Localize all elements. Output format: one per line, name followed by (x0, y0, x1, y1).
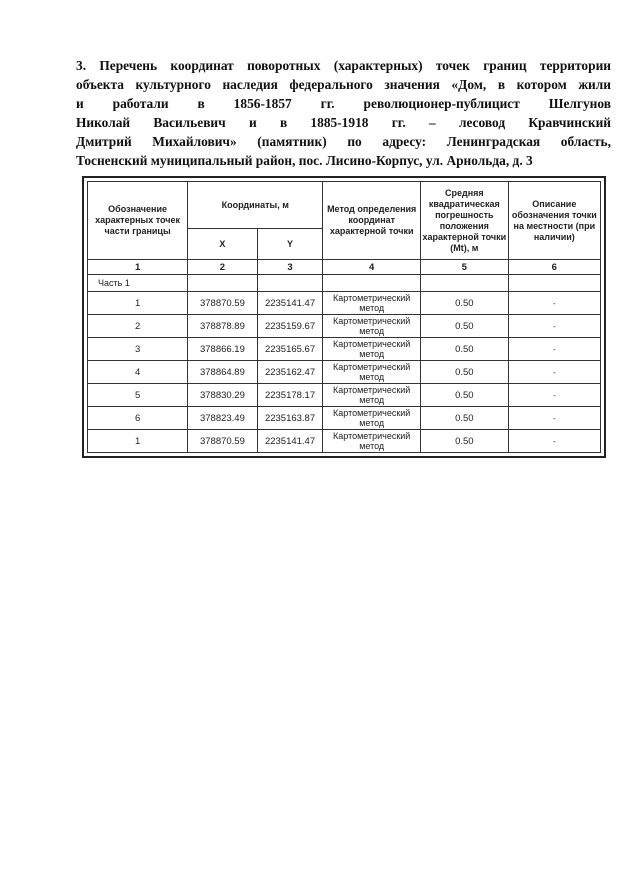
point-number-cell: 6 (88, 407, 188, 430)
point-number-cell: 2 (88, 315, 188, 338)
empty-cell (257, 275, 323, 292)
header-y: Y (257, 229, 323, 260)
error-cell: 0.50 (420, 407, 508, 430)
heading-line: Николай Васильевич и в 1885-1918 гг. – лесовод Кравчинский (76, 115, 611, 130)
header-method: Метод определения координат характерной точки (323, 182, 421, 260)
header-description: Описание обозначения точки на местности (при наличии) (508, 182, 600, 260)
heading-line: Тосненский муниципальный район, пос. Лисино-Корпус, ул. Арнольда, д. 3 (76, 153, 533, 168)
table-row (88, 407, 601, 430)
y-coordinate-cell: 2235141.47 (257, 430, 323, 453)
y-coordinate-cell: 2235163.87 (257, 407, 323, 430)
x-coordinate-cell: 378870.59 (188, 292, 258, 315)
header-designation: Обозначение характерных точек части границы (88, 182, 188, 260)
table-row (88, 315, 601, 338)
point-number-cell: 4 (88, 361, 188, 384)
coordinates-table-frame (82, 176, 606, 458)
y-coordinate-cell: 2235141.47 (257, 292, 323, 315)
section-heading (76, 56, 611, 170)
table-row (88, 338, 601, 361)
y-coordinate-cell: 2235165.67 (257, 338, 323, 361)
description-cell: - (508, 292, 600, 315)
heading-line: Дмитрий Михайлович» (памятник) по адресу: Ленинградская область, (76, 134, 611, 149)
part-row (88, 275, 601, 292)
heading-line: объекта культурного наследия федерального значения «Дом, в котором жили (76, 77, 611, 92)
column-number-row (88, 260, 601, 275)
error-cell: 0.50 (420, 315, 508, 338)
method-cell: Картометрический метод (323, 338, 421, 361)
empty-cell (323, 275, 421, 292)
error-cell: 0.50 (420, 384, 508, 407)
heading-line: и работали в 1856-1857 гг. революционер-публицист Шелгунов (76, 96, 611, 111)
column-number: 5 (420, 260, 508, 275)
y-coordinate-cell: 2235178.17 (257, 384, 323, 407)
table-row (88, 292, 601, 315)
point-number-cell: 1 (88, 292, 188, 315)
heading-line: 3. Перечень координат поворотных (характерных) точек границ территории (76, 58, 611, 73)
x-coordinate-cell: 378870.59 (188, 430, 258, 453)
column-number: 2 (188, 260, 258, 275)
table-row (88, 361, 601, 384)
column-number: 6 (508, 260, 600, 275)
column-number: 4 (323, 260, 421, 275)
point-number-cell: 3 (88, 338, 188, 361)
method-cell: Картометрический метод (323, 430, 421, 453)
description-cell: - (508, 361, 600, 384)
error-cell: 0.50 (420, 361, 508, 384)
x-coordinate-cell: 378878.89 (188, 315, 258, 338)
error-cell: 0.50 (420, 430, 508, 453)
header-error: Средняя квадратическая погрешность положения характерной точки (Mt), м (420, 182, 508, 260)
x-coordinate-cell: 378823.49 (188, 407, 258, 430)
description-cell: - (508, 384, 600, 407)
description-cell: - (508, 315, 600, 338)
coordinates-table (87, 181, 601, 453)
y-coordinate-cell: 2235162.47 (257, 361, 323, 384)
method-cell: Картометрический метод (323, 361, 421, 384)
table-row (88, 384, 601, 407)
description-cell: - (508, 338, 600, 361)
description-cell: - (508, 407, 600, 430)
point-number-cell: 5 (88, 384, 188, 407)
description-cell: - (508, 430, 600, 453)
column-number: 3 (257, 260, 323, 275)
error-cell: 0.50 (420, 338, 508, 361)
method-cell: Картометрический метод (323, 292, 421, 315)
y-coordinate-cell: 2235159.67 (257, 315, 323, 338)
part-label: Часть 1 (88, 275, 188, 292)
method-cell: Картометрический метод (323, 315, 421, 338)
table-row (88, 430, 601, 453)
point-number-cell: 1 (88, 430, 188, 453)
method-cell: Картометрический метод (323, 407, 421, 430)
empty-cell (508, 275, 600, 292)
header-coordinates: Координаты, м (188, 182, 323, 229)
header-x: X (188, 229, 258, 260)
empty-cell (420, 275, 508, 292)
x-coordinate-cell: 378866.19 (188, 338, 258, 361)
column-number: 1 (88, 260, 188, 275)
method-cell: Картометрический метод (323, 384, 421, 407)
x-coordinate-cell: 378864.89 (188, 361, 258, 384)
error-cell: 0.50 (420, 292, 508, 315)
empty-cell (188, 275, 258, 292)
x-coordinate-cell: 378830.29 (188, 384, 258, 407)
